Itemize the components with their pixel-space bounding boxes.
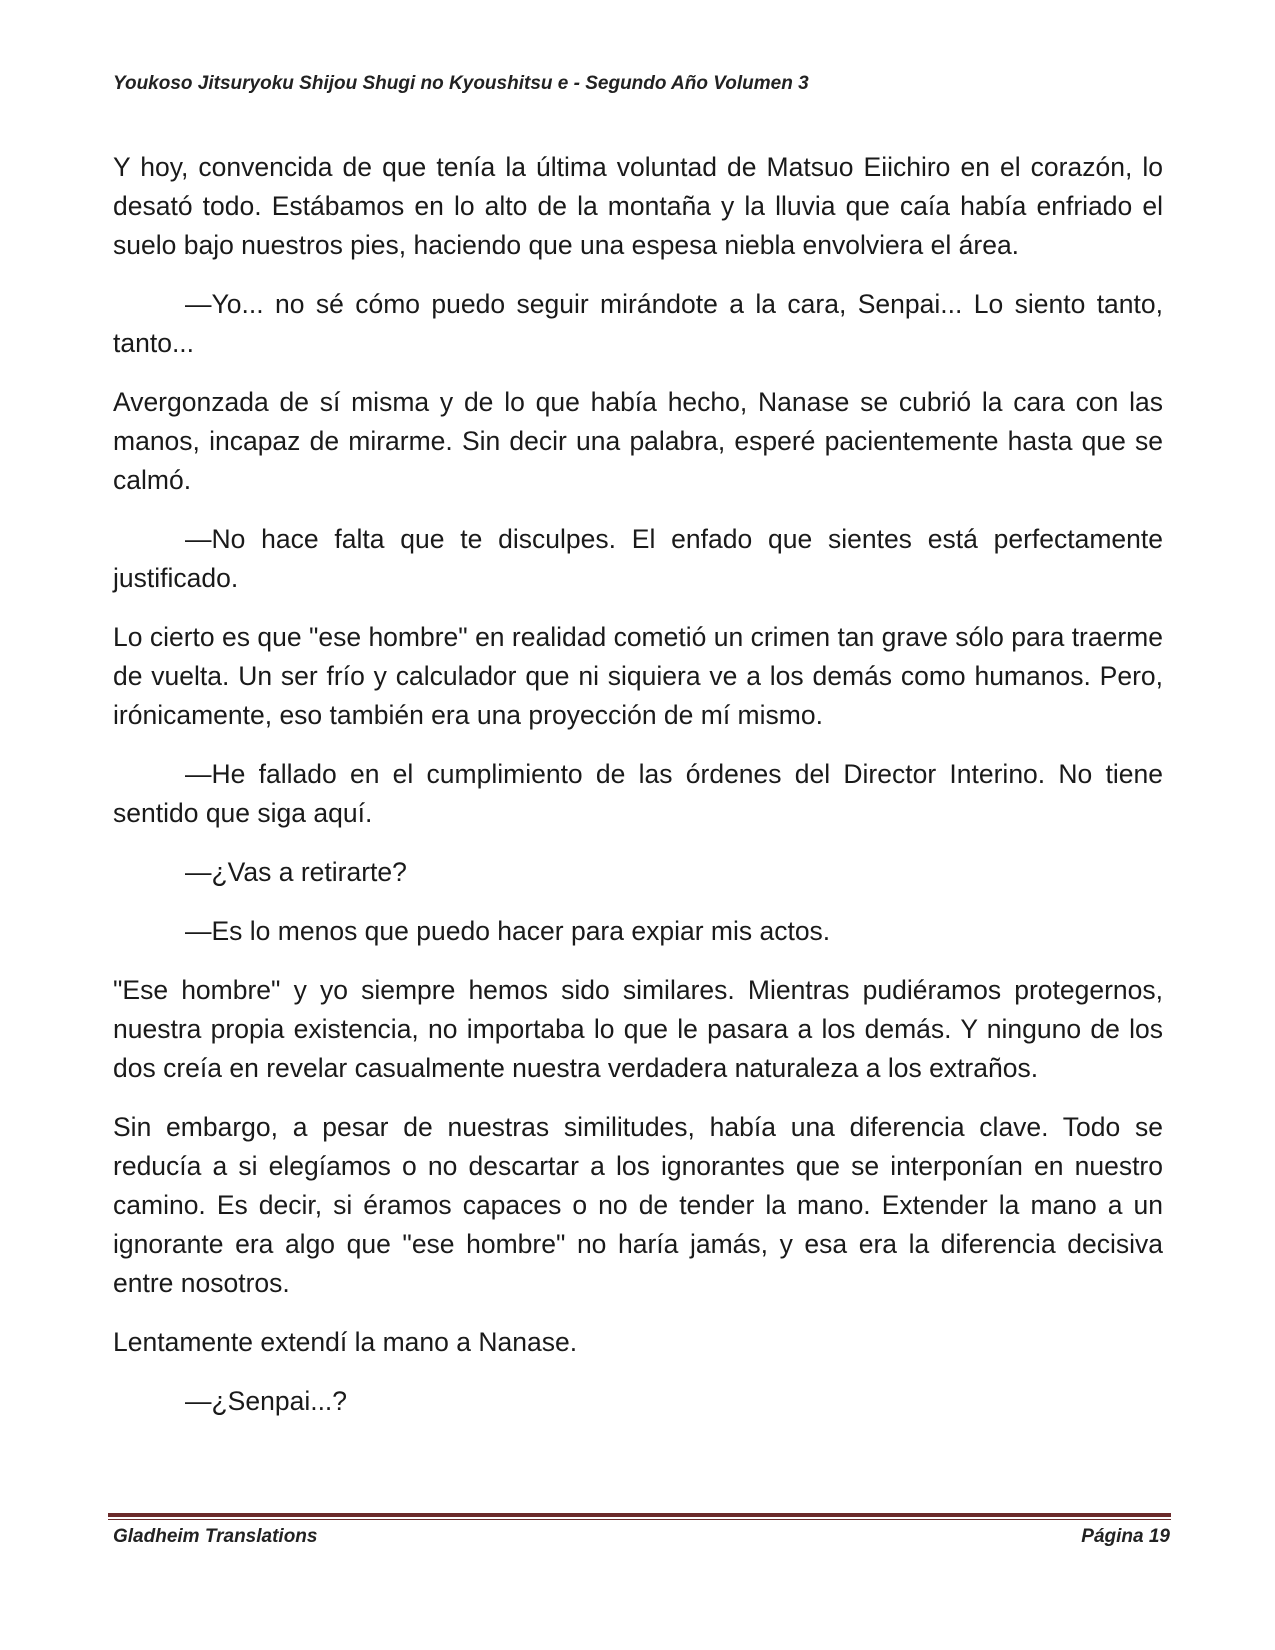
paragraph-narration: Sin embargo, a pesar de nuestras similitudes, había una diferencia clave. Todo se reducía a si elegíamos o no descartar a los ignorantes que se interponían en nuestro camino. Es decir, si éramos capaces o no de tender la mano. Extender la mano a un ignorante era algo que "ese hombre" no haría jamás, y esa era la diferencia decisiva entre nosotros. bbox=[113, 1112, 1163, 1298]
paragraph-narration: Lentamente extendí la mano a Nanase. bbox=[113, 1327, 578, 1357]
paragraph-dialog: —Es lo menos que puedo hacer para expiar mis actos. bbox=[185, 916, 831, 946]
footer-divider-thin bbox=[108, 1519, 1171, 1520]
paragraph-dialog: —He fallado en el cumplimiento de las órdenes del Director Interino. No tiene sentido que siga aquí. bbox=[113, 759, 1163, 828]
page-number: Página 19 bbox=[1081, 1526, 1170, 1547]
paragraph-narration: Avergonzada de sí misma y de lo que había hecho, Nanase se cubrió la cara con las manos, incapaz de mirarme. Sin decir una palabra, esperé pacientemente hasta que se calmó. bbox=[113, 387, 1163, 495]
paragraph-narration: "Ese hombre" y yo siempre hemos sido similares. Mientras pudiéramos protegernos, nuestra propia existencia, no importaba lo que le pasara a los demás. Y ninguno de los dos creía en revelar casualmente nuestra verdadera naturaleza a los extraños. bbox=[113, 975, 1163, 1083]
paragraph-narration: Lo cierto es que "ese hombre" en realidad cometió un crimen tan grave sólo para traerme de vuelta. Un ser frío y calculador que ni siquiera ve a los demás como humanos. Pero, irónicamente, eso también era una proyección de mí mismo. bbox=[113, 622, 1163, 730]
paragraph-dialog: —Yo... no sé cómo puedo seguir mirándote a la cara, Senpai... Lo siento tanto, tanto... bbox=[113, 289, 1163, 358]
paragraph-dialog: —¿Vas a retirarte? bbox=[185, 857, 407, 887]
running-header: Youkoso Jitsuryoku Shijou Shugi no Kyoushitsu e - Segundo Año Volumen 3 bbox=[113, 73, 809, 94]
footer-divider-thick bbox=[108, 1513, 1171, 1517]
paragraph-narration: Y hoy, convencida de que tenía la última voluntad de Matsuo Eiichiro en el corazón, lo desató todo. Estábamos en lo alto de la montaña y la lluvia que caía había enfriado el suelo bajo nuestros pies, haciendo que una espesa niebla envolviera el área. bbox=[113, 152, 1163, 260]
paragraph-dialog: —No hace falta que te disculpes. El enfado que sientes está perfectamente justificado. bbox=[113, 524, 1163, 593]
page-body bbox=[113, 148, 1163, 1441]
paragraph-dialog: —¿Senpai...? bbox=[185, 1386, 348, 1416]
footer-credit: Gladheim Translations bbox=[113, 1526, 318, 1547]
